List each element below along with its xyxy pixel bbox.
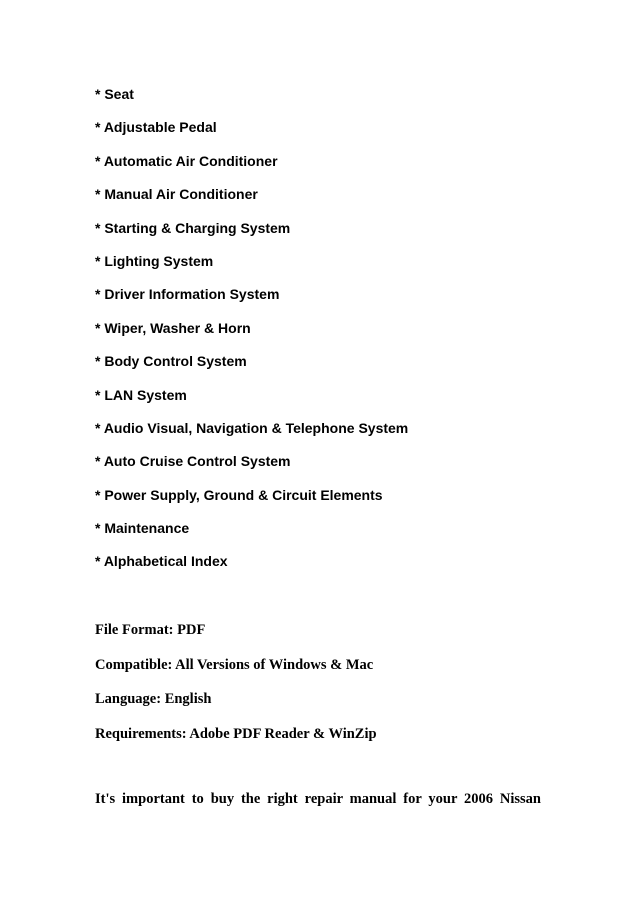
list-item: * Alphabetical Index [95,553,228,570]
list-item: * Power Supply, Ground & Circuit Elements [95,486,383,503]
file-specs-list [95,620,377,758]
list-item: * Auto Cruise Control System [95,453,291,470]
spec-requirements: Requirements: Adobe PDF Reader & WinZip [95,725,377,742]
list-item: * Manual Air Conditioner [95,186,258,203]
list-item: * Driver Information System [95,286,280,303]
list-item: * Body Control System [95,353,247,370]
list-item: * LAN System [95,386,187,403]
list-item: * Maintenance [95,520,190,537]
spec-language: Language: English [95,691,212,707]
list-item: * Automatic Air Conditioner [95,152,278,169]
list-item: * Audio Visual, Navigation & Telephone System [95,419,409,436]
list-item: * Lighting System [95,252,214,269]
spec-file-format: File Format: PDF [95,622,206,638]
list-item: * Adjustable Pedal [95,119,217,136]
systems-list [95,84,408,585]
list-item: * Seat [95,86,134,102]
spec-compatible: Compatible: All Versions of Windows & Mac [95,656,374,673]
intro-paragraph: It's important to buy the right repair manual for your 2006 Nissan [95,791,541,807]
list-item: * Wiper, Washer & Horn [95,319,251,336]
list-item: * Starting & Charging System [95,219,291,236]
